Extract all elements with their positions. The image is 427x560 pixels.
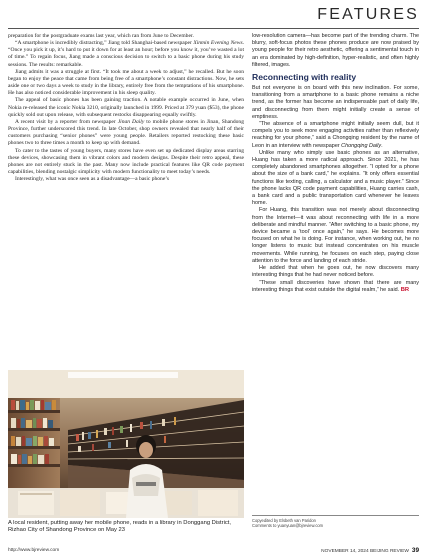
paragraph bbox=[8, 40, 244, 69]
text-run: to mobile phone stores in Jinan, Shandong Province, further underscored this trend. In late October, shop owners revealed that nearly half of their customers purchasing “senior phones” were young people. Retailers reported restocking these basic phones two to three times a month to keep up with demand. bbox=[8, 118, 244, 147]
paragraph: He added that when he goes out, he now discovers many interesting things that he had never noticed before. bbox=[252, 265, 419, 279]
issue-line: NOVEMBER 14, 2024 BEIJING REVIEW bbox=[321, 549, 409, 554]
footer-issue bbox=[321, 547, 419, 554]
paragraph: Unlike many who simply use basic phones as an alternative, Huang has taken a more radical approach. Since 2021, he has completely abandoned smartphones altogether. “I opted for a phone about the size of a bank card,” he explains. “It only offers essential functions like texting, calling, a calculator and a music player.” Since the phone lacks QR code payment capabilities, Huang carries cash, a bank card and a public transportation card whenever he leaves home. bbox=[252, 149, 419, 207]
paragraph bbox=[252, 121, 419, 150]
paragraph bbox=[8, 119, 244, 148]
text-run: “The absence of a smartphone might initially seem dull, but it compels you to seek more engaging activities rather than reflexively reaching for your phone,” said a Chongqing resident by the name of Leon in an interview with newspaper bbox=[252, 121, 419, 149]
section-title: FEATURES bbox=[317, 6, 419, 23]
text-run: . bbox=[381, 142, 383, 149]
paragraph: But not everyone is on board with this new inclination. For some, transitioning from a smartphone to a basic phone remains a niche trend, as the former has become an indispensable part of daily life, and disconnecting from them might initially create a sense of emptiness. bbox=[252, 85, 419, 120]
section-subheading: Reconnecting with reality bbox=[252, 72, 357, 83]
credits bbox=[252, 515, 419, 529]
paragraph: low-resolution camera—has become part of the trending charm. The blurry, soft-focus photos these phones produce are now praised by young people for their retro aesthetic, offering a sentimental touch in an era dominated by high-definition, hyper-realistic, and often highly filtered, images. bbox=[252, 33, 419, 68]
paragraph: To cater to the tastes of young buyers, many stores have even set up dedicated display areas starring these devices, showcasing them in vibrant colors and modern designs. Despite their retro appeal, these phones are not entirely stuck in the past. Many now include practical features like QR code payment capabilities, blending nostalgic simplicity with modern functionality to meet today’s needs. bbox=[8, 147, 244, 175]
paragraph: preparation for the postgraduate exams last year, which ran from June to December. bbox=[8, 33, 194, 39]
text-run: . “Once you pick it up, it’s hard to put it down for at least an hour; before you know it, you’ve wasted a lot of time.” To regain focus, Jiang made a conscious decision to switch to a basic phone during his study sessions. The results: remarkable. bbox=[8, 40, 244, 68]
text-run: “These small discoveries have shown that there are many interesting things that exist outside the digital realm,” he said. bbox=[252, 279, 419, 293]
paragraph: For Huang, this transition was not merely about disconnecting from the Internet—it was about reconnecting with life in a more deliberate and mindful manner. “After switching to a basic phone, my device became a ‘tool’ once again,” he says. He becomes more focused on what he is doing. For instance, when working out, he no longer listens to music but instead concentrates on his muscle movements. While running, he focuses on each step, paying close attention to the force and landing of each stride. bbox=[252, 207, 419, 264]
photo-caption: A local resident, putting away her mobile phone, reads in a library in Donggang District, Rizhao City of Shandong Province on May 23 bbox=[8, 520, 231, 534]
paragraph: Jiang admits it was a struggle at first. “It took me about a week to adjust,” he recalled. But he soon began to enjoy the peace that came from being free of a smartphone’s constant distractions. Now, he sets aside one or two days a week to study in the library, entirely free from the temptations of his smartphone. He has also noticed considerable improvement in his sleep quality. bbox=[8, 68, 244, 97]
library-photo bbox=[8, 370, 244, 518]
copyedit-credit: Copyedited by Elsbeth van Paridon bbox=[252, 518, 316, 523]
publication-name: Xinmin Evening News bbox=[193, 40, 243, 47]
publication-name: Jinan Daily bbox=[117, 118, 145, 125]
footer-url[interactable]: http://www.bjreview.com bbox=[8, 548, 60, 553]
paragraph bbox=[252, 280, 419, 294]
publication-name: Chongqing Daily bbox=[341, 142, 382, 149]
right-column bbox=[252, 33, 419, 294]
comments-contact: Comments to yuanyuan@bjreview.com bbox=[252, 523, 324, 529]
left-column bbox=[8, 33, 244, 183]
text-run: “A smartphone is incredibly distracting,” Jiang told Shanghai-based newspaper bbox=[15, 40, 194, 47]
paragraph: The appeal of basic phones has been gaining traction. A notable example occurred in June, when Nokia re-released the iconic Nokia 3210, originally launched in 1999. Priced at 379 yuan ($53), the phone quickly sold out upon release, with subsequent restocks disappearing equally swiftly. bbox=[8, 97, 244, 118]
header-rule bbox=[8, 28, 419, 29]
text-run: A recent visit by a reporter from newspaper bbox=[15, 118, 118, 125]
paragraph: Interestingly, what was once seen as a disadvantage—a basic phone’s bbox=[15, 176, 169, 183]
end-mark: BR bbox=[400, 286, 410, 293]
page-number: 39 bbox=[411, 547, 419, 554]
